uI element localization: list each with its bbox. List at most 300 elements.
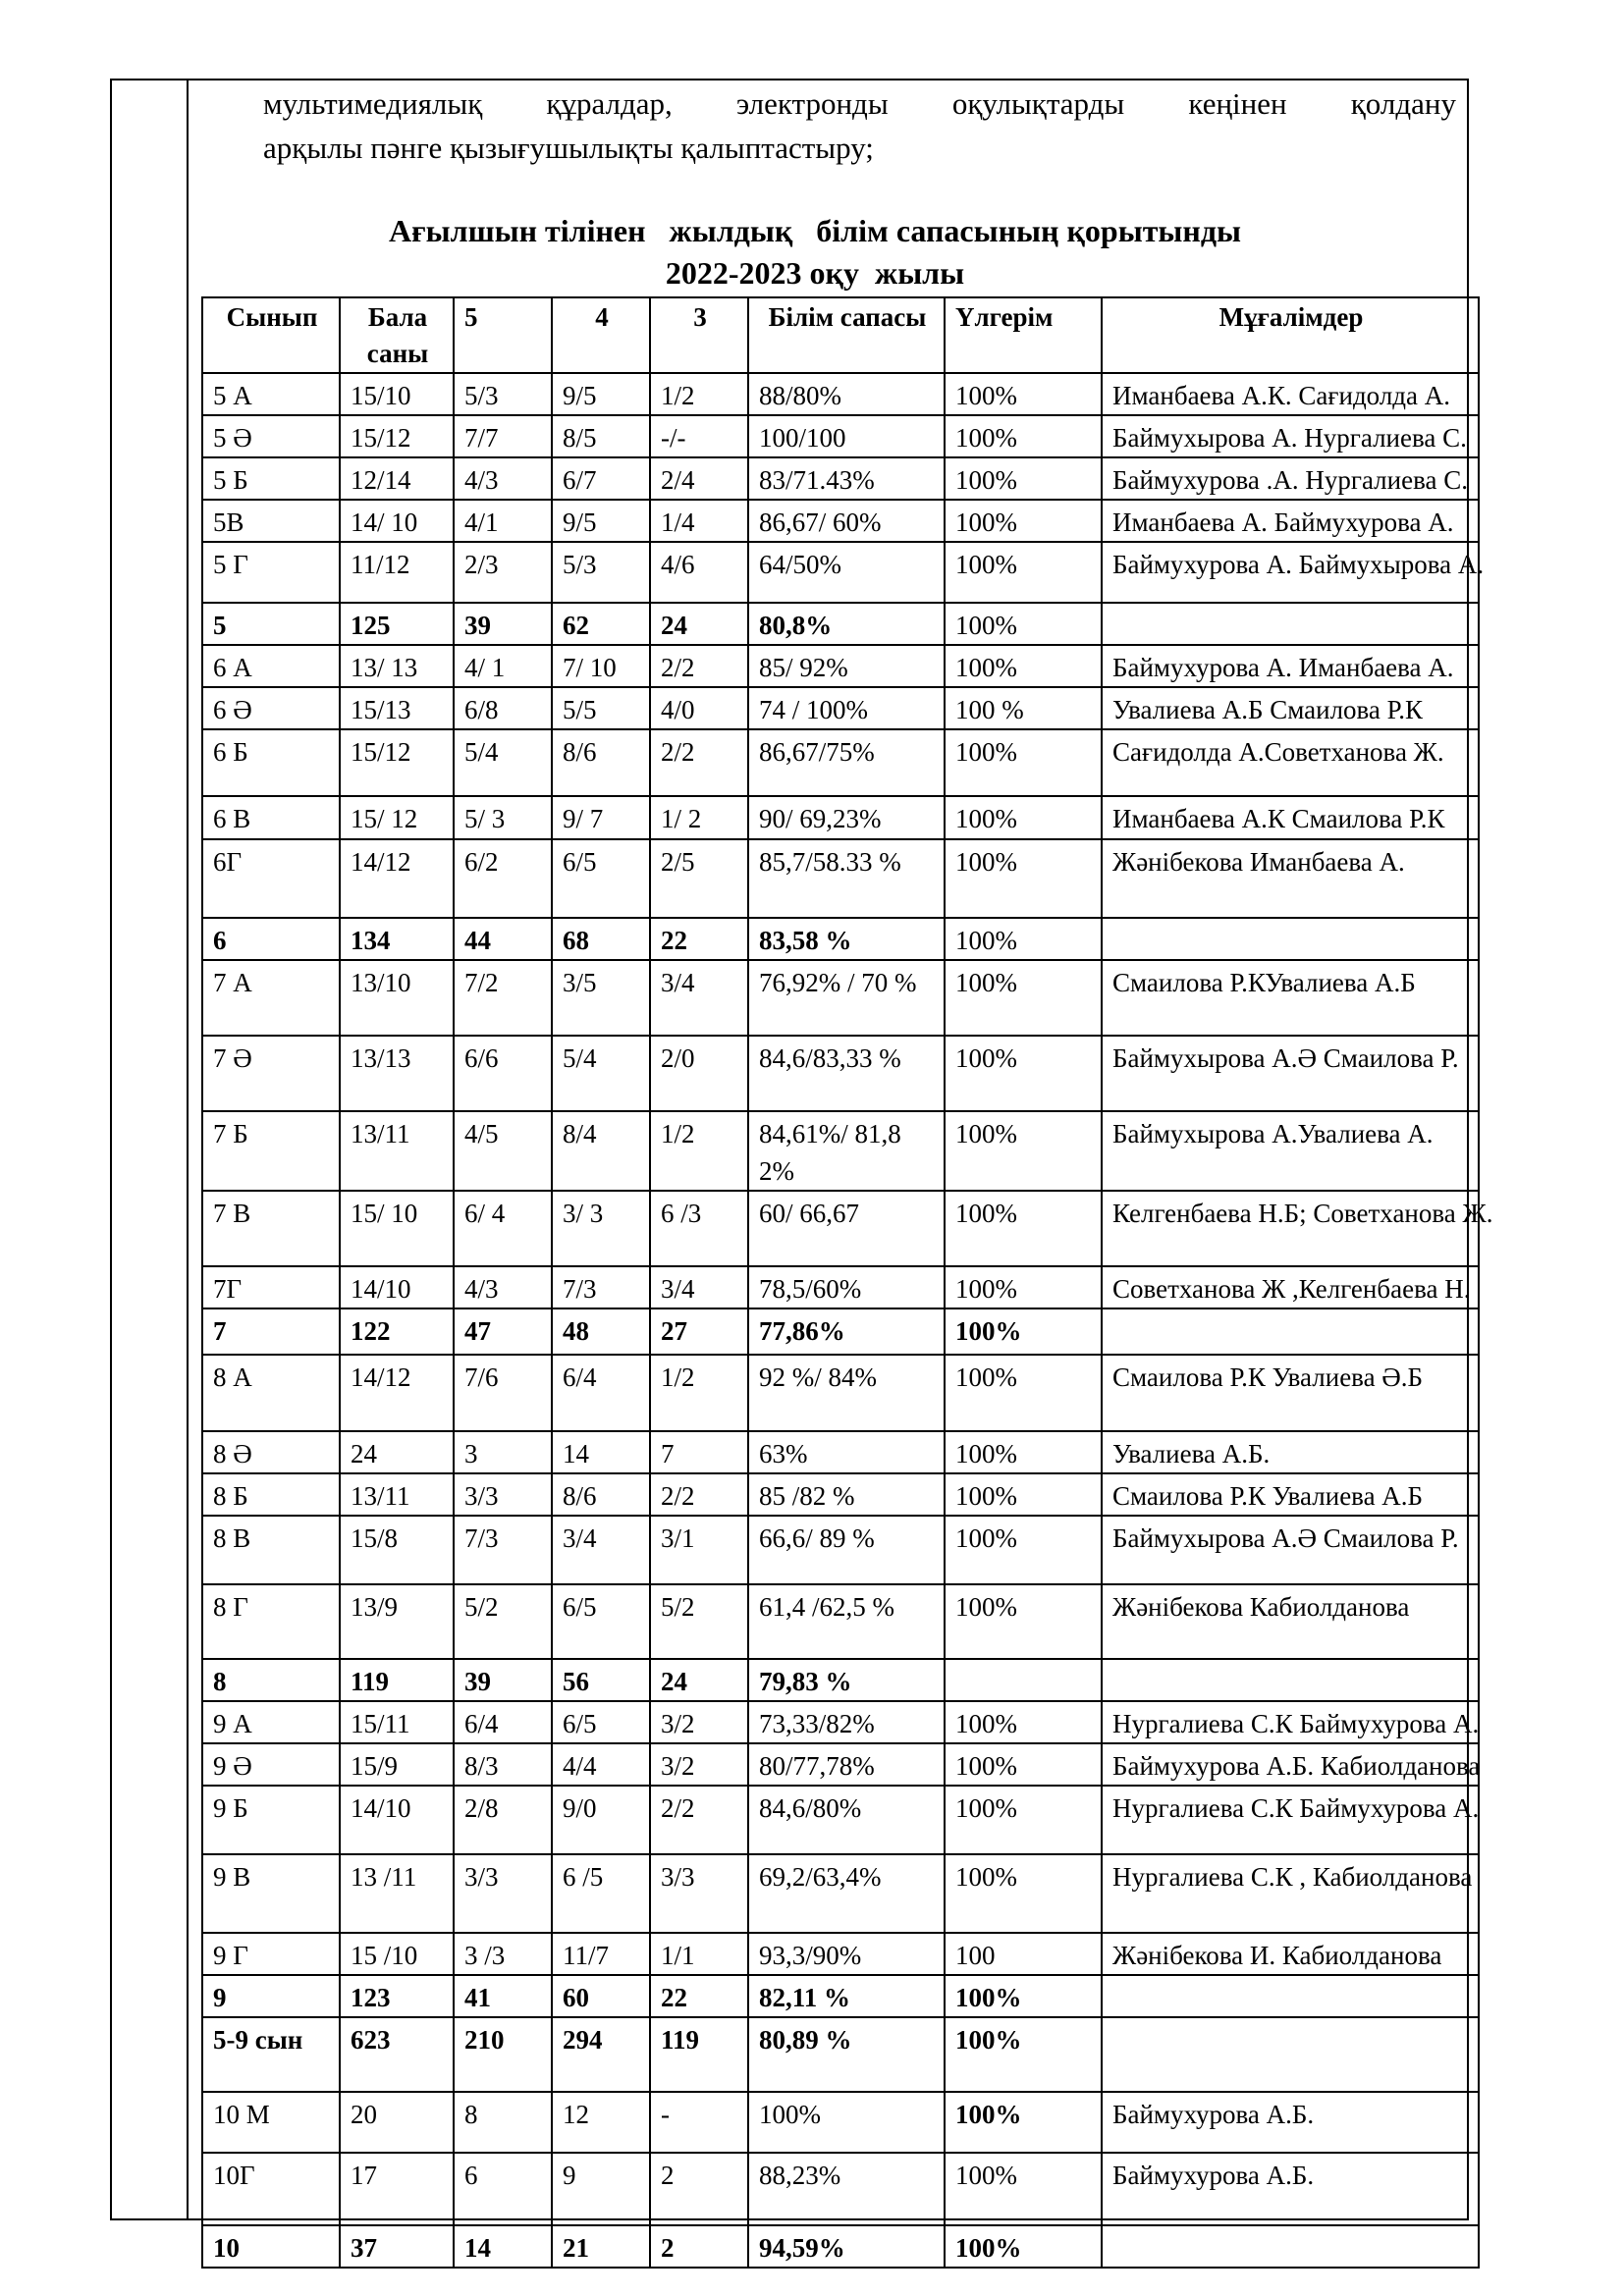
cell-class: 7 А bbox=[202, 960, 340, 1036]
cell-teachers: Келгенбаева Н.Б; Советханова Ж. bbox=[1102, 1191, 1479, 1266]
cell-class: 7 bbox=[202, 1308, 340, 1355]
cell-class: 9 В bbox=[202, 1854, 340, 1933]
cell-class: 8 bbox=[202, 1659, 340, 1701]
cell-quality: 63% bbox=[748, 1431, 945, 1473]
cell-grade-5: 7/2 bbox=[454, 960, 552, 1036]
cell-grade-4: 8/5 bbox=[552, 415, 650, 457]
cell-children-count: 13/9 bbox=[340, 1584, 454, 1659]
table-row bbox=[202, 960, 1479, 1036]
cell-quality: 85/ 92% bbox=[748, 645, 945, 687]
cell-progress: 100% bbox=[945, 1975, 1102, 2017]
cell-grade-4: 21 bbox=[552, 2225, 650, 2268]
cell-grade-5: 210 bbox=[454, 2017, 552, 2092]
cell-grade-5: 6/2 bbox=[454, 839, 552, 918]
intro-line-1: мультимедиялық құралдар, электронды оқулықтарды кеңінен қолдану bbox=[263, 86, 1456, 121]
cell-quality: 69,2/63,4% bbox=[748, 1854, 945, 1933]
cell-grade-3: -/- bbox=[650, 415, 748, 457]
cell-grade-3: 2/2 bbox=[650, 645, 748, 687]
cell-children-count: 15/10 bbox=[340, 373, 454, 415]
table-row bbox=[202, 1743, 1479, 1786]
cell-teachers: Нургалиева С.К Баймухурова А. bbox=[1102, 1786, 1479, 1854]
cell-quality: 83/71.43% bbox=[748, 457, 945, 500]
cell-children-count: 13/13 bbox=[340, 1036, 454, 1111]
cell-quality: 64/50% bbox=[748, 542, 945, 603]
cell-children-count: 13/10 bbox=[340, 960, 454, 1036]
table-row bbox=[202, 839, 1479, 918]
cell-grade-4: 9/0 bbox=[552, 1786, 650, 1854]
cell-progress: 100 bbox=[945, 1933, 1102, 1975]
header-class: Сынып bbox=[202, 297, 340, 373]
cell-quality: 88/80% bbox=[748, 373, 945, 415]
cell-grade-5: 41 bbox=[454, 1975, 552, 2017]
cell-quality: 85,7/58.33 % bbox=[748, 839, 945, 918]
cell-teachers: Баймухырова А. Нургалиева С. bbox=[1102, 415, 1479, 457]
cell-grade-4: 3/4 bbox=[552, 1516, 650, 1584]
cell-quality: 84,61%/ 81,82% bbox=[748, 1111, 945, 1191]
table-total-row bbox=[202, 1975, 1479, 2017]
cell-progress: 100% bbox=[945, 2153, 1102, 2225]
cell-grade-3: 2/2 bbox=[650, 729, 748, 796]
cell-progress: 100% bbox=[945, 1431, 1102, 1473]
cell-class: 8 А bbox=[202, 1355, 340, 1431]
cell-progress: 100% bbox=[945, 1111, 1102, 1191]
table-row bbox=[202, 687, 1479, 729]
cell-children-count: 13 /11 bbox=[340, 1854, 454, 1933]
cell-children-count: 623 bbox=[340, 2017, 454, 2092]
cell-quality: 88,23% bbox=[748, 2153, 945, 2225]
cell-grade-4: 11/7 bbox=[552, 1933, 650, 1975]
cell-grade-5: 4/3 bbox=[454, 457, 552, 500]
cell-teachers: Сағидолда А.Советханова Ж. bbox=[1102, 729, 1479, 796]
cell-quality: 76,92% / 70 % bbox=[748, 960, 945, 1036]
cell-grade-4: 7/ 10 bbox=[552, 645, 650, 687]
cell-quality: 92 %/ 84% bbox=[748, 1355, 945, 1431]
cell-children-count: 14/12 bbox=[340, 1355, 454, 1431]
table-title: Ағылшын тілінен жылдық білім сапасының қорытынды bbox=[388, 213, 1241, 248]
cell-children-count: 134 bbox=[340, 918, 454, 960]
cell-grade-5: 5/ 3 bbox=[454, 796, 552, 839]
cell-children-count: 15/ 12 bbox=[340, 796, 454, 839]
cell-progress: 100% bbox=[945, 1355, 1102, 1431]
cell-teachers: Иманбаева А. Баймухурова А. bbox=[1102, 500, 1479, 542]
cell-quality: 82,11 % bbox=[748, 1975, 945, 2017]
cell-grade-3: 22 bbox=[650, 918, 748, 960]
cell-children-count: 15/13 bbox=[340, 687, 454, 729]
cell-progress: 100% bbox=[945, 1743, 1102, 1786]
cell-progress: 100% bbox=[945, 500, 1102, 542]
cell-children-count: 125 bbox=[340, 603, 454, 645]
cell-children-count: 15/11 bbox=[340, 1701, 454, 1743]
cell-grade-3: 4/0 bbox=[650, 687, 748, 729]
cell-grade-3: 2/5 bbox=[650, 839, 748, 918]
cell-quality: 80,89 % bbox=[748, 2017, 945, 2092]
cell-grade-3: 1/2 bbox=[650, 373, 748, 415]
cell-children-count: 15/ 10 bbox=[340, 1191, 454, 1266]
cell-class: 6 Б bbox=[202, 729, 340, 796]
cell-grade-4: 7/3 bbox=[552, 1266, 650, 1308]
cell-class: 7Г bbox=[202, 1266, 340, 1308]
cell-grade-5: 7/3 bbox=[454, 1516, 552, 1584]
cell-class: 7 Ә bbox=[202, 1036, 340, 1111]
table-row bbox=[202, 1036, 1479, 1111]
frame-left-line bbox=[110, 79, 112, 2220]
cell-progress: 100% bbox=[945, 603, 1102, 645]
cell-progress: 100% bbox=[945, 1036, 1102, 1111]
table-body bbox=[202, 373, 1493, 2268]
cell-quality: 86,67/ 60% bbox=[748, 500, 945, 542]
header-grade-3: 3 bbox=[650, 297, 748, 373]
frame-top-line bbox=[110, 79, 1469, 80]
cell-grade-3: 27 bbox=[650, 1308, 748, 1355]
cell-teachers: Жәнібекова И. Кабиолданова bbox=[1102, 1933, 1479, 1975]
cell-teachers: Иманбаева А.К. Сағидолда А. bbox=[1102, 373, 1479, 415]
header-progress: Үлгерім bbox=[945, 297, 1102, 373]
table-row bbox=[202, 1111, 1479, 1191]
cell-grade-4: 5/4 bbox=[552, 1036, 650, 1111]
table-total-row bbox=[202, 603, 1479, 645]
table-row bbox=[202, 1584, 1479, 1659]
cell-grade-5: 3/3 bbox=[454, 1473, 552, 1516]
cell-children-count: 15/12 bbox=[340, 729, 454, 796]
cell-class: 5 Г bbox=[202, 542, 340, 603]
cell-quality: 61,4 /62,5 % bbox=[748, 1584, 945, 1659]
cell-grade-5: 4/3 bbox=[454, 1266, 552, 1308]
table-row bbox=[202, 729, 1479, 796]
cell-grade-3: 24 bbox=[650, 1659, 748, 1701]
cell-teachers: Жәнібекова Иманбаева А. bbox=[1102, 839, 1479, 918]
cell-children-count: 14/10 bbox=[340, 1786, 454, 1854]
table-row bbox=[202, 1854, 1479, 1933]
grades-table-wrapper bbox=[201, 296, 1493, 2263]
cell-grade-5: 8/3 bbox=[454, 1743, 552, 1786]
cell-grade-3: 1/2 bbox=[650, 1355, 748, 1431]
cell-grade-4: 5/5 bbox=[552, 687, 650, 729]
table-row bbox=[202, 1355, 1479, 1431]
cell-progress: 100% bbox=[945, 1191, 1102, 1266]
cell-grade-4: 6/4 bbox=[552, 1355, 650, 1431]
cell-grade-3: 3/2 bbox=[650, 1701, 748, 1743]
cell-teachers: Жәнібекова Кабиолданова bbox=[1102, 1584, 1479, 1659]
cell-grade-4: 14 bbox=[552, 1431, 650, 1473]
cell-progress: 100% bbox=[945, 1854, 1102, 1933]
cell-children-count: 20 bbox=[340, 2092, 454, 2153]
cell-grade-4: 68 bbox=[552, 918, 650, 960]
table-row bbox=[202, 542, 1479, 603]
cell-children-count: 24 bbox=[340, 1431, 454, 1473]
cell-grade-4: 6/7 bbox=[552, 457, 650, 500]
table-row bbox=[202, 1516, 1479, 1584]
cell-progress: 100% bbox=[945, 2092, 1102, 2153]
cell-grade-3: 1/2 bbox=[650, 1111, 748, 1191]
cell-progress: 100% bbox=[945, 457, 1102, 500]
cell-progress: 100% bbox=[945, 960, 1102, 1036]
cell-class: 10Г bbox=[202, 2153, 340, 2225]
cell-grade-5: 5/3 bbox=[454, 373, 552, 415]
cell-progress: 100% bbox=[945, 415, 1102, 457]
cell-grade-5: 8 bbox=[454, 2092, 552, 2153]
cell-quality: 100% bbox=[748, 2092, 945, 2153]
cell-grade-5: 4/ 1 bbox=[454, 645, 552, 687]
cell-teachers bbox=[1102, 603, 1479, 645]
cell-grade-3: 6 /3 bbox=[650, 1191, 748, 1266]
cell-grade-4: 9 bbox=[552, 2153, 650, 2225]
cell-class: 5В bbox=[202, 500, 340, 542]
cell-teachers: Баймухурова А. Баймухырова А. bbox=[1102, 542, 1479, 603]
cell-progress: 100 % bbox=[945, 687, 1102, 729]
cell-grade-4: 8/6 bbox=[552, 1473, 650, 1516]
cell-progress: 100% bbox=[945, 645, 1102, 687]
cell-children-count: 17 bbox=[340, 2153, 454, 2225]
table-total-row bbox=[202, 918, 1479, 960]
cell-progress: 100% bbox=[945, 796, 1102, 839]
cell-progress: 100% bbox=[945, 1473, 1102, 1516]
cell-teachers: Баймухурова .А. Нургалиева С. bbox=[1102, 457, 1479, 500]
cell-teachers: Баймухурова А. Иманбаева А. bbox=[1102, 645, 1479, 687]
cell-grade-5: 7/7 bbox=[454, 415, 552, 457]
cell-grade-3: 1/ 2 bbox=[650, 796, 748, 839]
table-row bbox=[202, 2092, 1479, 2153]
cell-children-count: 13/11 bbox=[340, 1111, 454, 1191]
cell-progress: 100% bbox=[945, 729, 1102, 796]
cell-grade-3: - bbox=[650, 2092, 748, 2153]
cell-class: 5 Ә bbox=[202, 415, 340, 457]
cell-class: 5 Б bbox=[202, 457, 340, 500]
cell-teachers: Баймухурова А.Б. bbox=[1102, 2153, 1479, 2225]
cell-class: 6 А bbox=[202, 645, 340, 687]
cell-grade-3: 2/2 bbox=[650, 1786, 748, 1854]
cell-children-count: 15 /10 bbox=[340, 1933, 454, 1975]
cell-grade-3: 22 bbox=[650, 1975, 748, 2017]
cell-teachers: Смаилова Р.КУвалиева А.Б bbox=[1102, 960, 1479, 1036]
cell-quality: 66,6/ 89 % bbox=[748, 1516, 945, 1584]
cell-grade-4: 9/5 bbox=[552, 373, 650, 415]
table-row bbox=[202, 2153, 1479, 2225]
cell-grade-3: 2/0 bbox=[650, 1036, 748, 1111]
cell-progress: 100% bbox=[945, 2225, 1102, 2268]
cell-teachers bbox=[1102, 2017, 1479, 2092]
grades-table bbox=[201, 296, 1493, 2269]
cell-grade-3: 119 bbox=[650, 2017, 748, 2092]
cell-grade-4: 62 bbox=[552, 603, 650, 645]
cell-class: 8 Ә bbox=[202, 1431, 340, 1473]
cell-grade-5: 5/4 bbox=[454, 729, 552, 796]
cell-quality: 79,83 % bbox=[748, 1659, 945, 1701]
cell-grade-4: 6/5 bbox=[552, 1584, 650, 1659]
cell-grade-5: 2/8 bbox=[454, 1786, 552, 1854]
cell-children-count: 37 bbox=[340, 2225, 454, 2268]
cell-class: 6 bbox=[202, 918, 340, 960]
cell-grade-3: 5/2 bbox=[650, 1584, 748, 1659]
cell-grade-4: 12 bbox=[552, 2092, 650, 2153]
cell-teachers: Баймухурова А.Б. bbox=[1102, 2092, 1479, 2153]
cell-children-count: 13/ 13 bbox=[340, 645, 454, 687]
cell-teachers bbox=[1102, 1308, 1479, 1355]
cell-grade-4: 60 bbox=[552, 1975, 650, 2017]
cell-class: 9 Г bbox=[202, 1933, 340, 1975]
cell-grade-5: 3 /3 bbox=[454, 1933, 552, 1975]
table-header-row bbox=[202, 297, 1479, 373]
cell-quality: 83,58 % bbox=[748, 918, 945, 960]
cell-quality: 84,6/80% bbox=[748, 1786, 945, 1854]
cell-class: 8 Б bbox=[202, 1473, 340, 1516]
cell-quality: 84,6/83,33 % bbox=[748, 1036, 945, 1111]
cell-class: 8 В bbox=[202, 1516, 340, 1584]
table-row bbox=[202, 1701, 1479, 1743]
header-children-count: Бала саны bbox=[340, 297, 454, 373]
cell-children-count: 11/12 bbox=[340, 542, 454, 603]
intro-line-2: арқылы пәнге қызығушылықты қалыптастыру; bbox=[263, 131, 874, 165]
cell-teachers: Нургалиева С.К Баймухурова А. bbox=[1102, 1701, 1479, 1743]
cell-grade-4: 8/4 bbox=[552, 1111, 650, 1191]
cell-quality: 100/100 bbox=[748, 415, 945, 457]
cell-grade-3: 2 bbox=[650, 2153, 748, 2225]
cell-grade-3: 1/1 bbox=[650, 1933, 748, 1975]
cell-teachers bbox=[1102, 2225, 1479, 2268]
table-total-row bbox=[202, 1308, 1479, 1355]
header-grade-4: 4 bbox=[552, 297, 650, 373]
cell-children-count: 122 bbox=[340, 1308, 454, 1355]
cell-children-count: 14/10 bbox=[340, 1266, 454, 1308]
cell-class: 10 bbox=[202, 2225, 340, 2268]
cell-children-count: 14/ 10 bbox=[340, 500, 454, 542]
cell-grade-5: 39 bbox=[454, 603, 552, 645]
cell-teachers: Смаилова Р.К Увалиева А.Б bbox=[1102, 1473, 1479, 1516]
cell-grade-3: 2 bbox=[650, 2225, 748, 2268]
cell-grade-4: 6/5 bbox=[552, 839, 650, 918]
cell-grade-4: 8/6 bbox=[552, 729, 650, 796]
cell-class: 9 Б bbox=[202, 1786, 340, 1854]
cell-progress: 100% bbox=[945, 1308, 1102, 1355]
cell-grade-5: 39 bbox=[454, 1659, 552, 1701]
cell-class: 7 Б bbox=[202, 1111, 340, 1191]
cell-grade-3: 3/3 bbox=[650, 1854, 748, 1933]
cell-progress: 100% bbox=[945, 1516, 1102, 1584]
table-total-row bbox=[202, 2225, 1479, 2268]
cell-teachers: Увалиева А.Б Смаилова Р.К bbox=[1102, 687, 1479, 729]
cell-quality: 94,59% bbox=[748, 2225, 945, 2268]
cell-progress: 100% bbox=[945, 2017, 1102, 2092]
frame-inner-line bbox=[187, 79, 189, 2220]
cell-grade-4: 56 bbox=[552, 1659, 650, 1701]
cell-class: 5 А bbox=[202, 373, 340, 415]
cell-children-count: 14/12 bbox=[340, 839, 454, 918]
header-grade-5: 5 bbox=[454, 297, 552, 373]
cell-grade-3: 3/4 bbox=[650, 1266, 748, 1308]
table-subtitle: 2022-2023 оқу жылы bbox=[665, 255, 965, 291]
cell-grade-4: 3/5 bbox=[552, 960, 650, 1036]
cell-children-count: 119 bbox=[340, 1659, 454, 1701]
cell-progress: 100% bbox=[945, 1584, 1102, 1659]
cell-grade-3: 1/4 bbox=[650, 500, 748, 542]
cell-grade-3: 3/2 bbox=[650, 1743, 748, 1786]
cell-teachers: Смаилова Р.К Увалиева Ә.Б bbox=[1102, 1355, 1479, 1431]
cell-grade-4: 6/5 bbox=[552, 1701, 650, 1743]
cell-grade-5: 6/6 bbox=[454, 1036, 552, 1111]
cell-grade-4: 6 /5 bbox=[552, 1854, 650, 1933]
cell-class: 8 Г bbox=[202, 1584, 340, 1659]
cell-grade-5: 44 bbox=[454, 918, 552, 960]
table-row bbox=[202, 415, 1479, 457]
cell-quality: 78,5/60% bbox=[748, 1266, 945, 1308]
cell-progress: 100% bbox=[945, 1266, 1102, 1308]
cell-teachers bbox=[1102, 918, 1479, 960]
cell-grade-4: 5/3 bbox=[552, 542, 650, 603]
cell-progress: 100% bbox=[945, 839, 1102, 918]
cell-grade-4: 3/ 3 bbox=[552, 1191, 650, 1266]
cell-class: 6 Ә bbox=[202, 687, 340, 729]
cell-grade-5: 7/6 bbox=[454, 1355, 552, 1431]
cell-class: 9 А bbox=[202, 1701, 340, 1743]
cell-grade-5: 6 bbox=[454, 2153, 552, 2225]
cell-teachers: Иманбаева А.К Смаилова Р.К bbox=[1102, 796, 1479, 839]
cell-class: 5-9 сын bbox=[202, 2017, 340, 2092]
cell-grade-3: 3/1 bbox=[650, 1516, 748, 1584]
cell-grade-5: 6/ 4 bbox=[454, 1191, 552, 1266]
cell-children-count: 15/9 bbox=[340, 1743, 454, 1786]
table-row bbox=[202, 1431, 1479, 1473]
cell-quality: 85 /82 % bbox=[748, 1473, 945, 1516]
cell-quality: 73,33/82% bbox=[748, 1701, 945, 1743]
cell-grade-5: 6/8 bbox=[454, 687, 552, 729]
cell-quality: 60/ 66,67 bbox=[748, 1191, 945, 1266]
table-row bbox=[202, 645, 1479, 687]
table-row bbox=[202, 1933, 1479, 1975]
cell-children-count: 123 bbox=[340, 1975, 454, 2017]
cell-progress: 100% bbox=[945, 373, 1102, 415]
cell-children-count: 13/11 bbox=[340, 1473, 454, 1516]
cell-quality: 80,8% bbox=[748, 603, 945, 645]
cell-grade-3: 2/4 bbox=[650, 457, 748, 500]
cell-class: 5 bbox=[202, 603, 340, 645]
cell-grade-4: 9/ 7 bbox=[552, 796, 650, 839]
cell-quality: 80/77,78% bbox=[748, 1743, 945, 1786]
table-total-row bbox=[202, 1659, 1479, 1701]
cell-grade-5: 47 bbox=[454, 1308, 552, 1355]
cell-children-count: 15/8 bbox=[340, 1516, 454, 1584]
cell-progress: 100% bbox=[945, 542, 1102, 603]
table-row bbox=[202, 373, 1479, 415]
table-total-row bbox=[202, 2017, 1479, 2092]
cell-class: 10 М bbox=[202, 2092, 340, 2153]
table-row bbox=[202, 457, 1479, 500]
cell-teachers: Баймухырова А.Ә Смаилова Р. bbox=[1102, 1036, 1479, 1111]
cell-teachers: Нургалиева С.К , Кабиолданова bbox=[1102, 1854, 1479, 1933]
table-row bbox=[202, 1473, 1479, 1516]
table-row bbox=[202, 1786, 1479, 1854]
cell-class: 6 В bbox=[202, 796, 340, 839]
cell-quality: 86,67/75% bbox=[748, 729, 945, 796]
intro-paragraph bbox=[263, 81, 1456, 170]
cell-grade-5: 4/5 bbox=[454, 1111, 552, 1191]
header-quality: Білім сапасы bbox=[748, 297, 945, 373]
cell-children-count: 15/12 bbox=[340, 415, 454, 457]
cell-progress bbox=[945, 1659, 1102, 1701]
cell-grade-4: 48 bbox=[552, 1308, 650, 1355]
cell-grade-5: 6/4 bbox=[454, 1701, 552, 1743]
cell-teachers: Баймухырова А.Ә Смаилова Р. bbox=[1102, 1516, 1479, 1584]
cell-children-count: 12/14 bbox=[340, 457, 454, 500]
cell-grade-3: 2/2 bbox=[650, 1473, 748, 1516]
table-row bbox=[202, 500, 1479, 542]
cell-grade-5: 4/1 bbox=[454, 500, 552, 542]
cell-quality: 90/ 69,23% bbox=[748, 796, 945, 839]
cell-grade-4: 294 bbox=[552, 2017, 650, 2092]
cell-teachers bbox=[1102, 1975, 1479, 2017]
cell-teachers: Баймухурова А.Б. Кабиолданова bbox=[1102, 1743, 1479, 1786]
table-row bbox=[202, 1266, 1479, 1308]
cell-class: 6Г bbox=[202, 839, 340, 918]
cell-teachers: Советханова Ж ,Келгенбаева Н. bbox=[1102, 1266, 1479, 1308]
